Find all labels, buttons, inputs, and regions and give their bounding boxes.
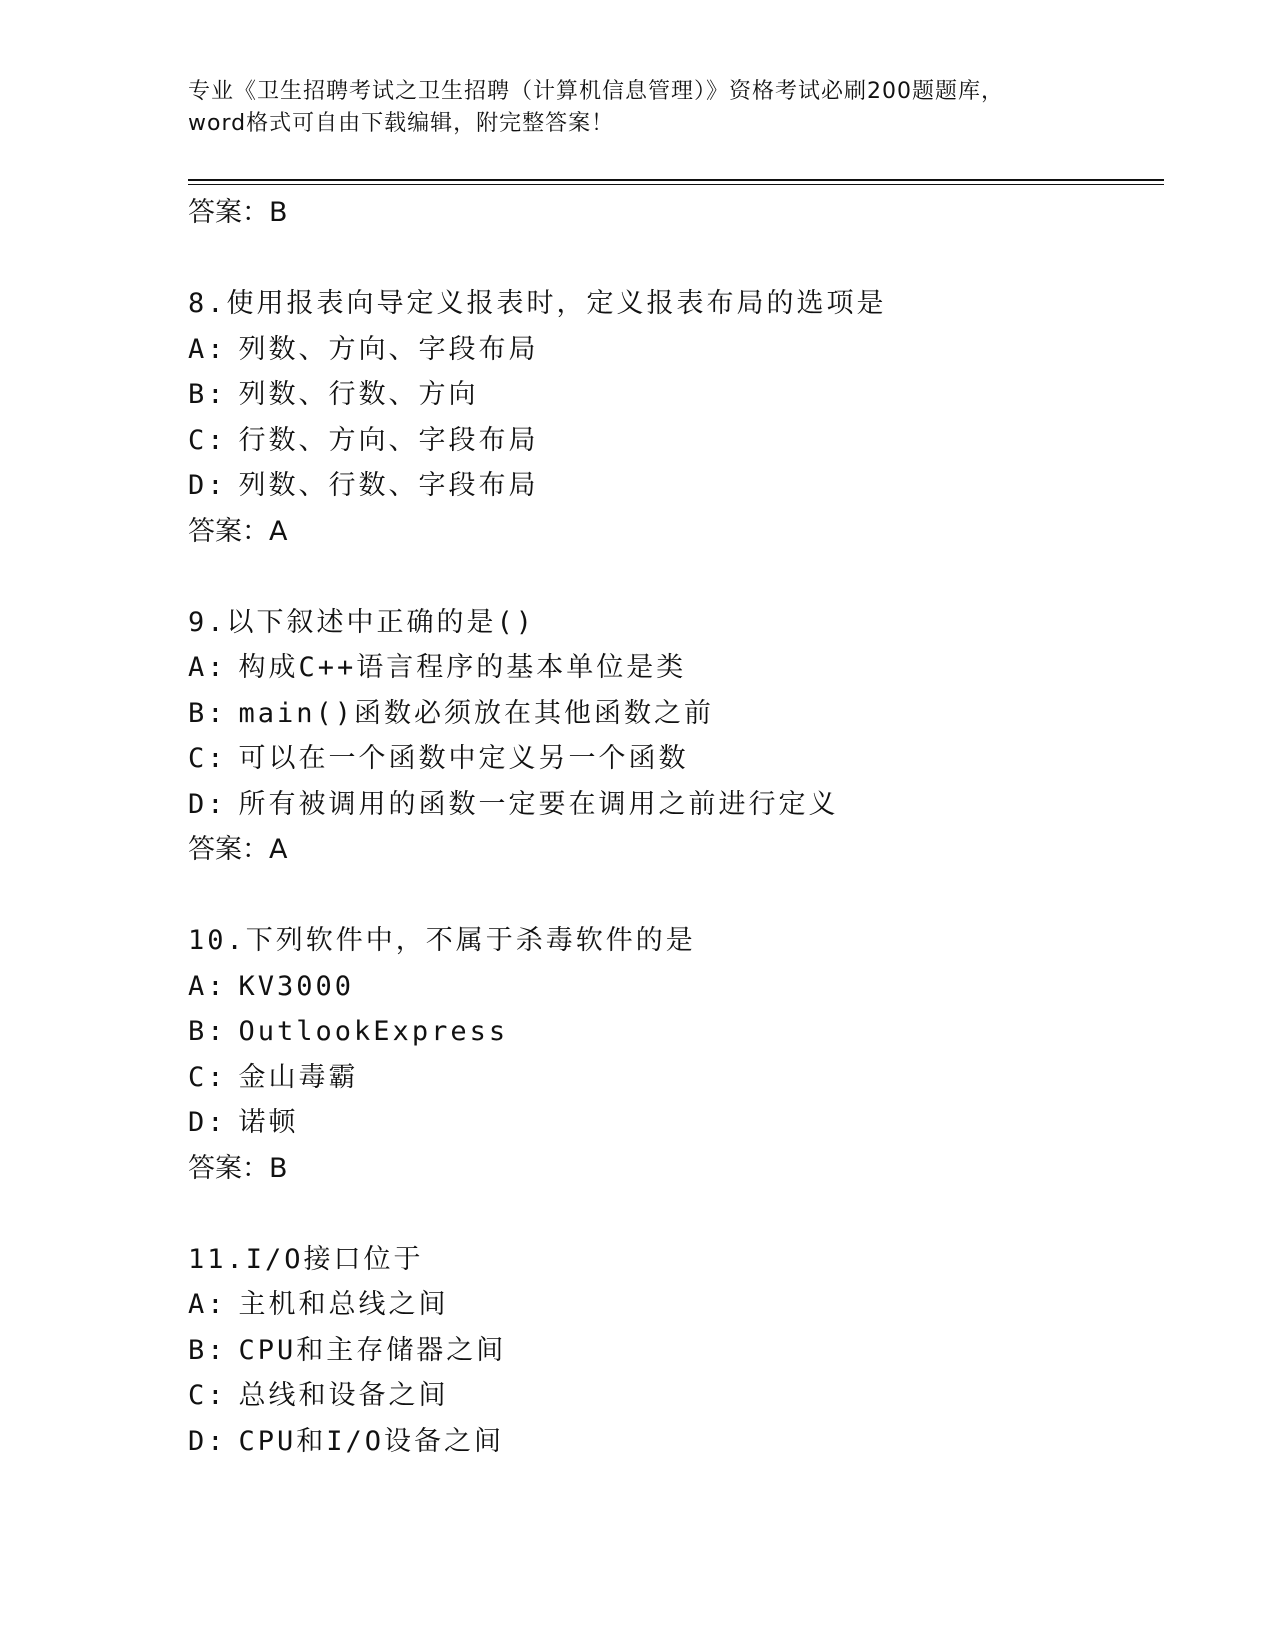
option-d <box>188 782 1168 828</box>
option-text: 构成C++语言程序的基本单位是类 <box>238 652 687 683</box>
option-key: D: <box>188 788 227 820</box>
option-key: D: <box>188 1107 227 1138</box>
option-text: 主机和总线之间 <box>238 1289 449 1320</box>
option-d <box>188 463 1168 509</box>
option-text: OutlookExpress <box>238 1016 509 1047</box>
option-key: B: <box>188 1334 227 1366</box>
header-divider-thick <box>188 179 1164 181</box>
document-header <box>188 76 1088 140</box>
answer-line: 答案：A <box>188 834 288 865</box>
option-text: 所有被调用的函数一定要在调用之前进行定义 <box>238 788 839 820</box>
option-text: 总线和设备之间 <box>238 1380 449 1411</box>
option-b <box>188 1009 1168 1055</box>
question-block <box>188 918 1168 1192</box>
question-list <box>188 190 1168 1464</box>
option-key: C: <box>188 1061 227 1093</box>
option-text: main()函数必须放在其他函数之前 <box>238 697 715 729</box>
option-key: B: <box>188 1016 227 1047</box>
option-b <box>188 1328 1168 1374</box>
option-text: 诺顿 <box>238 1107 299 1138</box>
option-key: A: <box>188 333 227 365</box>
option-a <box>188 645 1168 691</box>
answer-line: 答案：B <box>188 1152 288 1184</box>
option-c <box>188 1055 1168 1101</box>
option-d <box>188 1100 1168 1146</box>
option-text: 列数、方向、字段布局 <box>238 333 539 365</box>
option-key: C: <box>188 743 227 774</box>
question-text: 9.以下叙述中正确的是() <box>188 606 536 638</box>
answer-line: 答案：A <box>188 515 288 547</box>
option-key: B: <box>188 379 227 410</box>
option-key: B: <box>188 697 227 729</box>
option-key: A: <box>188 652 227 683</box>
header-divider-thin <box>188 184 1164 185</box>
option-text: 列数、行数、方向 <box>238 379 479 410</box>
option-b <box>188 691 1168 737</box>
question-text: 10.下列软件中，不属于杀毒软件的是 <box>188 925 696 956</box>
option-d <box>188 1419 1168 1465</box>
option-key: D: <box>188 1425 227 1457</box>
option-key: C: <box>188 424 227 456</box>
option-c <box>188 736 1168 782</box>
option-key: A: <box>188 1289 227 1320</box>
option-text: CPU和主存储器之间 <box>238 1334 507 1366</box>
answer-line: 答案：B <box>188 197 288 228</box>
option-text: 列数、行数、字段布局 <box>238 470 539 501</box>
option-text: CPU和I/O设备之间 <box>238 1425 505 1457</box>
question-text: 8.使用报表向导定义报表时，定义报表布局的选项是 <box>188 288 887 319</box>
option-key: D: <box>188 470 227 501</box>
option-b <box>188 372 1168 418</box>
option-text: 金山毒霸 <box>238 1061 359 1093</box>
option-text: KV3000 <box>238 970 355 1002</box>
option-a <box>188 964 1168 1010</box>
option-c <box>188 418 1168 464</box>
option-text: 可以在一个函数中定义另一个函数 <box>238 743 689 774</box>
option-text: 行数、方向、字段布局 <box>238 424 539 456</box>
question-block <box>188 600 1168 874</box>
option-a <box>188 327 1168 373</box>
header-title-line-1: 专业《卫生招聘考试之卫生招聘（计算机信息管理）》资格考试必刷200题题库， <box>188 79 1004 104</box>
option-key: A: <box>188 970 227 1002</box>
header-title-line-2: word格式可自由下载编辑，附完整答案！ <box>188 111 615 136</box>
question-block <box>188 281 1168 555</box>
question-block <box>188 1237 1168 1465</box>
option-a <box>188 1282 1168 1328</box>
question-text: 11.I/O接口位于 <box>188 1243 424 1275</box>
option-c <box>188 1373 1168 1419</box>
option-key: C: <box>188 1380 227 1411</box>
